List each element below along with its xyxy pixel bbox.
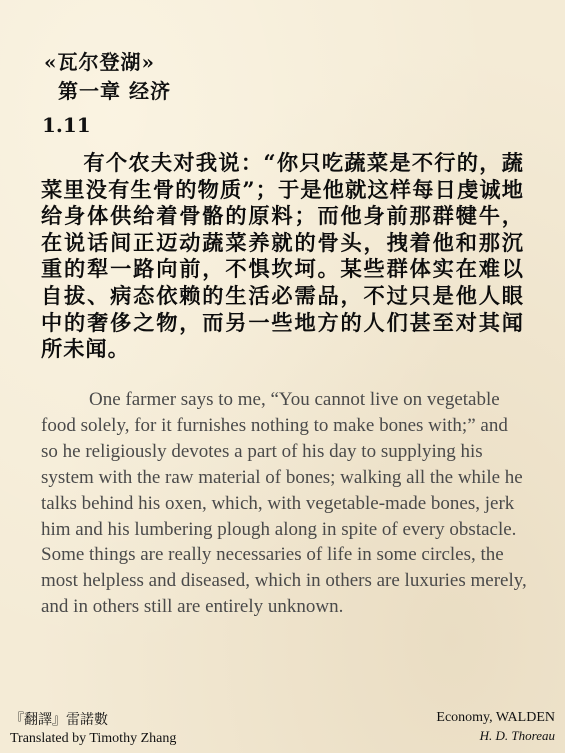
author-name: H. D. Thoreau — [479, 728, 555, 743]
translator-credit: Translated by Timothy Zhang — [10, 731, 177, 746]
english-paragraph: One farmer says to me, “You cannot live on vegetable food solely, for it furnishes nothing to make bones with;” and so he religiously devotes a part of his day to supplying his system with the raw material of bones; walking all the while he talks behind his oxen, which, with vegetable-made bones, jerk him and his lumbering plough along in spite of every obstacle. Some things are really necessaries of life in some circles, the most helpless and diseased, which in others are luxuries merely, and in others still are entirely unknown. — [41, 389, 527, 618]
source-title: Economy, WALDEN — [436, 710, 555, 725]
footer-left — [10, 712, 176, 748]
footer-right — [436, 709, 555, 745]
chinese-paragraph: 有个农夫对我说：“你只吃蔬菜是不行的，蔬菜里没有生骨的物质”；于是他就这样每日虔诚地给身体供给着骨骼的原料；而他身前那群犍牛，在说话间正迈动蔬菜养就的骨头，拽着他和那沉重的犁一路向前，不惧坎坷。某些群体实在难以自拔、病态依赖的生活必需品，不过只是他人眼中的奢侈之物，而另一些地方的人们甚至对其闻所未闻。 — [41, 150, 524, 362]
chapter-title: 第一章 经济 — [58, 79, 171, 103]
section-number: 1.11 — [42, 113, 91, 137]
book-title: «瓦尔登湖» — [44, 50, 155, 74]
series-label: 『翻譯』雷諾數 — [10, 713, 108, 728]
